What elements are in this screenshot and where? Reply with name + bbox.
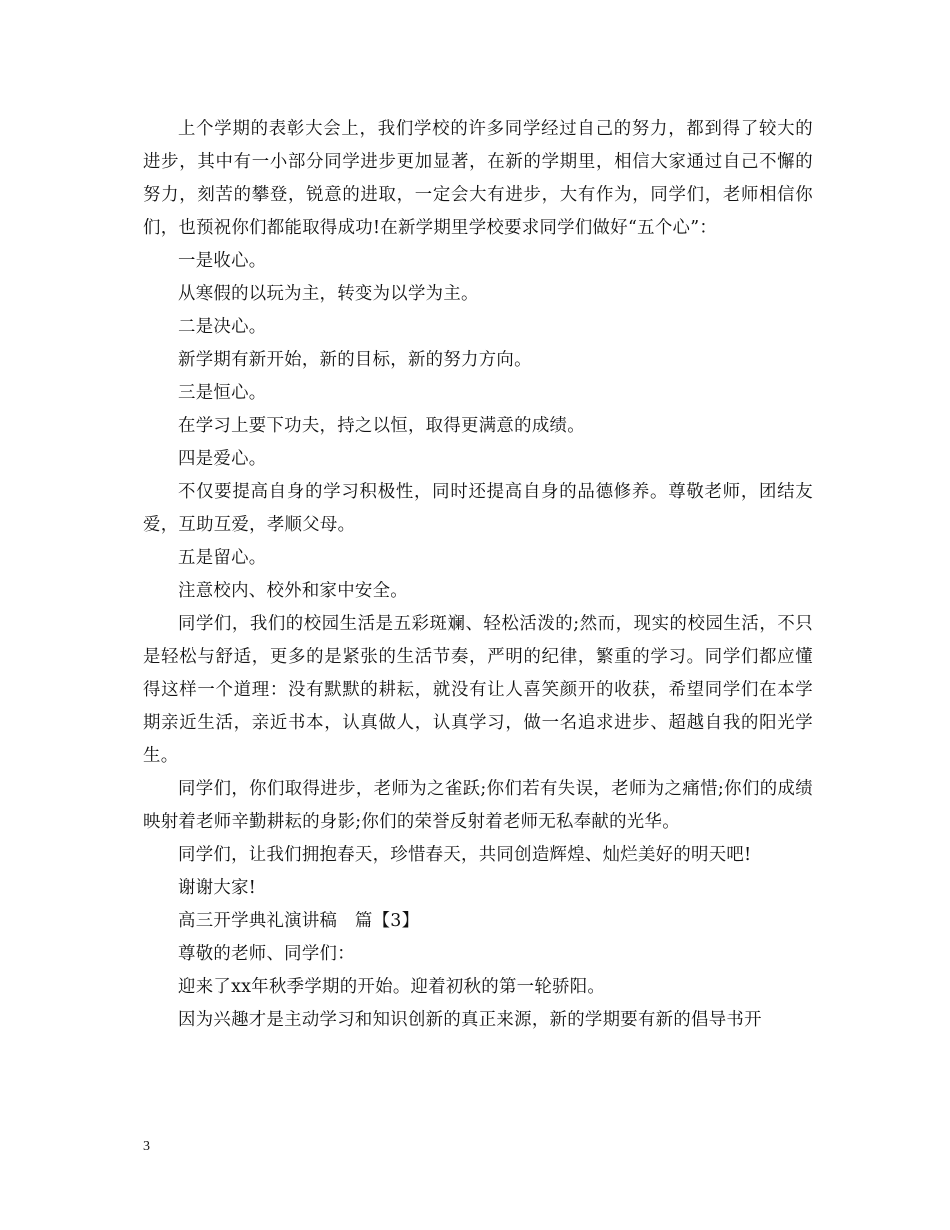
- paragraph-heading-2: 二是决心。: [178, 317, 267, 337]
- section-title: 高三开学典礼演讲稿 篇【3】: [178, 911, 420, 931]
- page-number: 3: [143, 1139, 150, 1154]
- paragraph-4: 不仅要提高自身的学习积极性，同时还提高自身的品德修养。尊敬老师，团结友爱，互助互爱，孝顺父母。: [143, 482, 813, 535]
- paragraph-1: 从寒假的以玩为主，转变为以学为主。: [178, 284, 479, 304]
- paragraph-intro: 上个学期的表彰大会上，我们学校的许多同学经过自己的努力，都到得了较大的进步，其中有一小部分同学进步更加显著，在新的学期里，相信大家通过自己不懈的努力，刻苦的攀登，锐意的进取，一定会大有进步，大有作为，同学们，老师相信你们，也预祝你们都能取得成功!在新学期里学校要求同学们做好“五个心”：: [143, 119, 813, 238]
- paragraph-heading-5: 五是留心。: [178, 548, 267, 568]
- paragraph-thanks: 谢谢大家!: [178, 878, 257, 898]
- paragraph-interest: 因为兴趣才是主动学习和知识创新的真正来源，新的学期要有新的倡导书开: [178, 1010, 762, 1030]
- paragraph-campus-life: 同学们，我们的校园生活是五彩斑斓、轻松活泼的;然而，现实的校园生活，不只是轻松与舒适，更多的是紧张的生活节奏，严明的纪律，繁重的学习。同学们都应懂得这样一个道理：没有默默的耕耘，就没有让人喜笑颜开的收获，希望同学们在本学期亲近生活，亲近书本，认真做人，认真学习，做一名追求进步、超越自我的阳光学生。: [143, 614, 813, 766]
- paragraph-3: 在学习上要下功夫，持之以恒，取得更满意的成绩。: [178, 416, 585, 436]
- document-body: [143, 113, 813, 1037]
- paragraph-greeting: 尊敬的老师、同学们：: [178, 944, 355, 964]
- paragraph-heading-3: 三是恒心。: [178, 383, 267, 403]
- paragraph-2: 新学期有新开始，新的目标，新的努力方向。: [178, 350, 532, 370]
- paragraph-5: 注意校内、校外和家中安全。: [178, 581, 408, 601]
- paragraph-heading-4: 四是爱心。: [178, 449, 267, 469]
- paragraph-heading-1: 一是收心。: [178, 251, 267, 271]
- paragraph-teachers: 同学们，你们取得进步，老师为之雀跃;你们若有失误，老师为之痛惜;你们的成绩映射着老师辛勤耕耘的身影;你们的荣誉反射着老师无私奉献的光华。: [143, 779, 813, 832]
- paragraph-closing: 同学们，让我们拥抱春天，珍惜春天，共同创造辉煌、灿烂美好的明天吧!: [178, 845, 752, 865]
- paragraph-autumn: 迎来了xx年秋季学期的开始。迎着初秋的第一轮骄阳。: [178, 977, 606, 997]
